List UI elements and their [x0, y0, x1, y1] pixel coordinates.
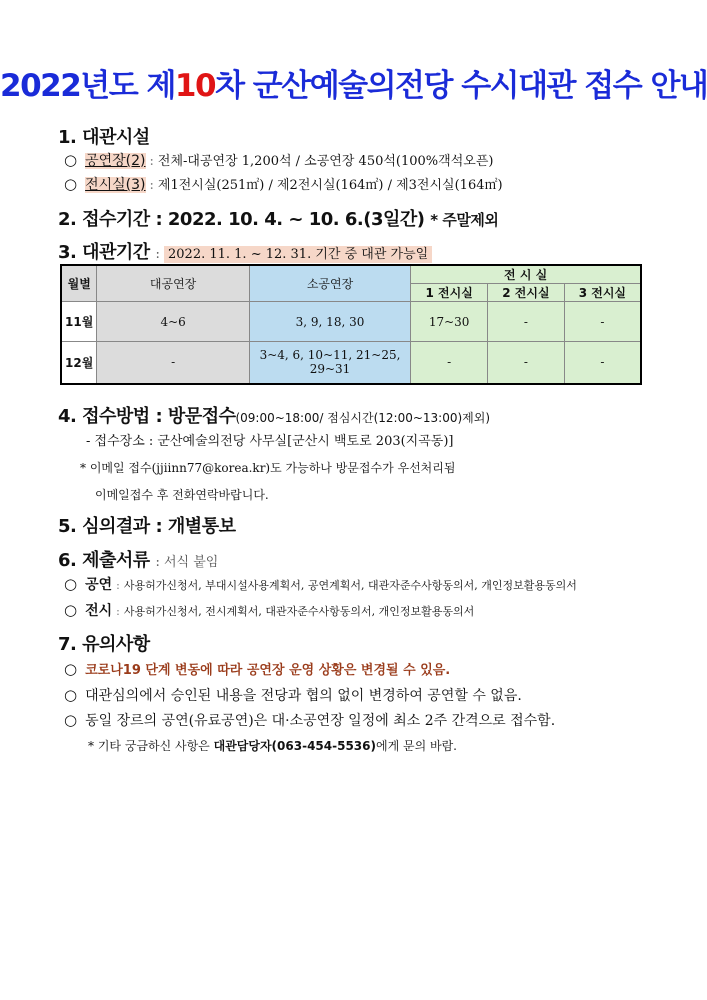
notice-1: ○ 코로나19 단계 변동에 따라 공연장 운영 상황은 변경될 수 있음. — [64, 660, 451, 678]
cell-big-hall: 4~6 — [97, 302, 249, 342]
submission-place: - 접수장소 : 군산예술의전당 사무실[군산시 백토로 203(지곡동)] — [86, 434, 454, 449]
facility-row-performance: ○ 공연장(2) : 전체-대공연장 1,200석 / 소공연장 450석(100%객석오픈) — [64, 151, 494, 169]
col-exhibition-2-header: 2 전시실 — [488, 284, 565, 302]
cell-exhibition-2: - — [488, 302, 565, 342]
schedule-table — [60, 264, 642, 385]
email-note-2: 이메일접수 후 전화연락바랍니다. — [95, 488, 269, 502]
table-row — [61, 302, 641, 342]
cell-small-hall: 3, 9, 18, 30 — [249, 302, 410, 342]
cell-exhibition-2: - — [488, 342, 565, 384]
notice-2: ○ 대관심의에서 승인된 내용을 전당과 협의 없이 변경하여 공연할 수 없음. — [64, 686, 522, 704]
email-note-1: * 이메일 접수(jjiinn77@korea.kr)도 가능하나 방문접수가 우선처리됨 — [80, 461, 456, 475]
cell-exhibition-3: - — [564, 342, 641, 384]
cell-exhibition-3: - — [564, 302, 641, 342]
table-row — [61, 342, 641, 384]
documents-performance: ○ 공연 : 사용허가신청서, 부대시설사용계획서, 공연계획서, 대관자준수사항동의서, 개인정보활용동의서 — [64, 575, 577, 593]
cell-small-hall: 3~4, 6, 10~11, 21~25, 29~31 — [249, 342, 410, 384]
documents-exhibition: ○ 전시 : 사용허가신청서, 전시계획서, 대관자준수사항동의서, 개인정보활용동의서 — [64, 601, 475, 619]
notice-contact: * 기타 궁금하신 사항은 대관담당자(063-454-5536)에게 문의 바람. — [88, 739, 457, 753]
section-4-heading: 4. 접수방법 : 방문접수(09:00~18:00/ 점심시간(12:00~13:00)제외) — [58, 406, 491, 427]
section-6-heading: 6. 제출서류 : 서식 붙임 — [58, 550, 219, 571]
section-2-heading: 2. 접수기간 : 2022. 10. 4. ~ 10. 6.(3일간) * 주말제외 — [58, 209, 499, 230]
col-exhibition-3-header: 3 전시실 — [564, 284, 641, 302]
col-small-hall-header: 소공연장 — [249, 265, 410, 302]
col-exhibition-1-header: 1 전시실 — [411, 284, 488, 302]
col-exhibition-header: 전 시 실 — [411, 265, 641, 284]
col-big-hall-header: 대공연장 — [97, 265, 249, 302]
cell-exhibition-1: 17~30 — [411, 302, 488, 342]
notice-3: ○ 동일 장르의 공연(유료공연)은 대·소공연장 일정에 최소 2주 간격으로 접수함. — [64, 711, 556, 729]
cell-month: 12월 — [61, 342, 97, 384]
cell-month: 11월 — [61, 302, 97, 342]
cell-big-hall: - — [97, 342, 249, 384]
section-3-heading: 3. 대관기간 : 2022. 11. 1. ~ 12. 31. 기간 중 대관 가능일 — [58, 238, 432, 264]
facility-row-exhibition: ○ 전시실(3) : 제1전시실(251㎡) / 제2전시실(164㎡) / 제3전시실(164㎡) — [64, 175, 503, 193]
section-1-heading: 1. 대관시설 — [58, 127, 150, 148]
page-title: 2022년도 제10차 군산예술의전당 수시대관 접수 안내 — [0, 68, 707, 104]
cell-exhibition-1: - — [411, 342, 488, 384]
section-7-heading: 7. 유의사항 — [58, 634, 150, 655]
col-month-header: 월별 — [61, 265, 97, 302]
section-5-heading: 5. 심의결과 : 개별통보 — [58, 516, 236, 537]
